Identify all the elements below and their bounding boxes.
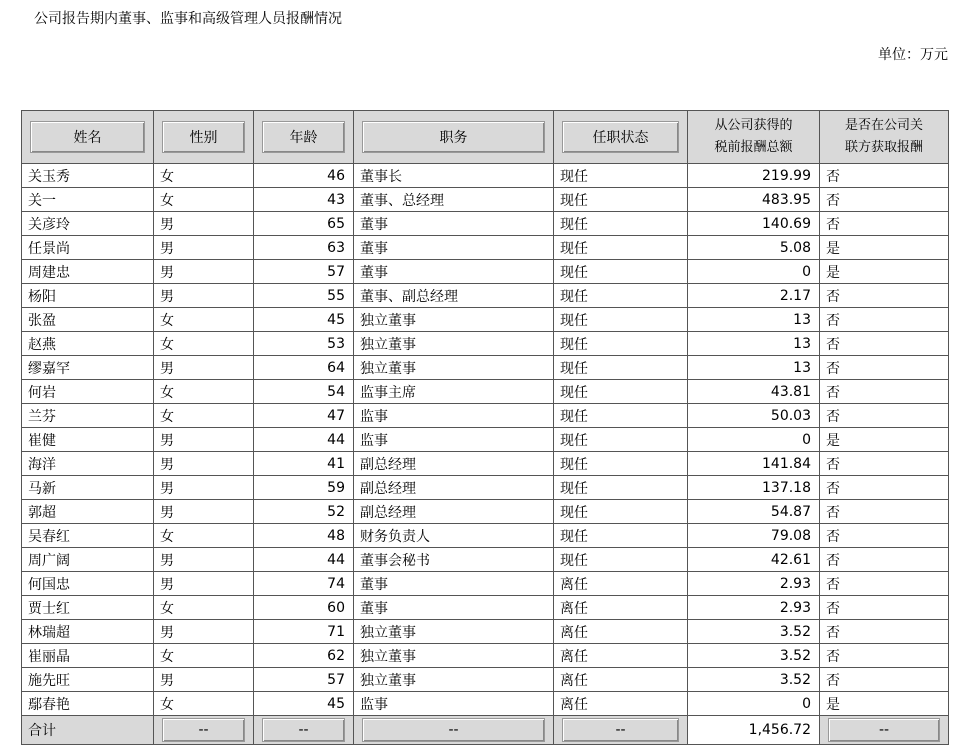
pay-cell: 2.17 bbox=[688, 284, 820, 308]
table-row bbox=[22, 524, 949, 548]
pay-cell: 3.52 bbox=[688, 668, 820, 692]
related-cell: 否 bbox=[820, 500, 949, 524]
position-cell: 董事、副总经理 bbox=[354, 284, 554, 308]
header-age: 年龄 bbox=[254, 111, 354, 164]
related-cell: 否 bbox=[820, 212, 949, 236]
related-cell: 否 bbox=[820, 308, 949, 332]
gender-cell: 男 bbox=[154, 548, 254, 572]
name-cell: 吴春红 bbox=[22, 524, 154, 548]
position-cell: 董事 bbox=[354, 572, 554, 596]
position-cell: 监事 bbox=[354, 428, 554, 452]
unit-label: 单位：万元 bbox=[878, 47, 948, 63]
table-row bbox=[22, 692, 949, 716]
gender-cell: 女 bbox=[154, 524, 254, 548]
gender-cell: 男 bbox=[154, 356, 254, 380]
related-cell: 是 bbox=[820, 428, 949, 452]
related-cell: 否 bbox=[820, 452, 949, 476]
status-cell: 现任 bbox=[554, 332, 688, 356]
position-cell: 董事 bbox=[354, 260, 554, 284]
total-gender-dash: -- bbox=[154, 716, 254, 745]
status-cell: 离任 bbox=[554, 572, 688, 596]
pay-cell: 0 bbox=[688, 260, 820, 284]
age-cell: 45 bbox=[254, 692, 354, 716]
pay-cell: 219.99 bbox=[688, 164, 820, 188]
related-cell: 否 bbox=[820, 332, 949, 356]
gender-cell: 男 bbox=[154, 260, 254, 284]
status-cell: 现任 bbox=[554, 428, 688, 452]
age-cell: 57 bbox=[254, 668, 354, 692]
header-status: 任职状态 bbox=[554, 111, 688, 164]
position-cell: 副总经理 bbox=[354, 500, 554, 524]
gender-cell: 女 bbox=[154, 164, 254, 188]
position-cell: 独立董事 bbox=[354, 308, 554, 332]
name-cell: 马新 bbox=[22, 476, 154, 500]
gender-cell: 女 bbox=[154, 692, 254, 716]
gender-cell: 女 bbox=[154, 644, 254, 668]
gender-cell: 女 bbox=[154, 404, 254, 428]
gender-cell: 女 bbox=[154, 380, 254, 404]
related-cell: 否 bbox=[820, 620, 949, 644]
age-cell: 57 bbox=[254, 260, 354, 284]
age-cell: 62 bbox=[254, 644, 354, 668]
status-cell: 现任 bbox=[554, 236, 688, 260]
position-cell: 财务负责人 bbox=[354, 524, 554, 548]
status-cell: 现任 bbox=[554, 404, 688, 428]
table-row bbox=[22, 212, 949, 236]
age-cell: 41 bbox=[254, 452, 354, 476]
related-cell: 否 bbox=[820, 284, 949, 308]
status-cell: 现任 bbox=[554, 260, 688, 284]
position-cell: 董事、总经理 bbox=[354, 188, 554, 212]
name-cell: 崔健 bbox=[22, 428, 154, 452]
name-cell: 任景尚 bbox=[22, 236, 154, 260]
related-cell: 否 bbox=[820, 356, 949, 380]
pay-cell: 3.52 bbox=[688, 644, 820, 668]
name-cell: 崔丽晶 bbox=[22, 644, 154, 668]
name-cell: 郭超 bbox=[22, 500, 154, 524]
position-cell: 董事 bbox=[354, 596, 554, 620]
related-cell: 是 bbox=[820, 260, 949, 284]
gender-cell: 男 bbox=[154, 620, 254, 644]
pay-cell: 5.08 bbox=[688, 236, 820, 260]
related-cell: 是 bbox=[820, 236, 949, 260]
header-pretax-pay: 从公司获得的 税前报酬总额 bbox=[688, 111, 820, 164]
table-row bbox=[22, 236, 949, 260]
position-cell: 监事主席 bbox=[354, 380, 554, 404]
total-status-dash: -- bbox=[554, 716, 688, 745]
header-gender: 性别 bbox=[154, 111, 254, 164]
name-cell: 缪嘉罕 bbox=[22, 356, 154, 380]
gender-cell: 女 bbox=[154, 332, 254, 356]
pay-cell: 3.52 bbox=[688, 620, 820, 644]
header-name: 姓名 bbox=[22, 111, 154, 164]
pay-cell: 13 bbox=[688, 332, 820, 356]
pay-cell: 141.84 bbox=[688, 452, 820, 476]
gender-cell: 女 bbox=[154, 308, 254, 332]
age-cell: 71 bbox=[254, 620, 354, 644]
pay-cell: 483.95 bbox=[688, 188, 820, 212]
related-cell: 否 bbox=[820, 188, 949, 212]
pay-cell: 42.61 bbox=[688, 548, 820, 572]
table-row bbox=[22, 332, 949, 356]
age-cell: 52 bbox=[254, 500, 354, 524]
position-cell: 副总经理 bbox=[354, 476, 554, 500]
age-cell: 44 bbox=[254, 428, 354, 452]
table-row bbox=[22, 500, 949, 524]
table-row bbox=[22, 620, 949, 644]
name-cell: 关玉秀 bbox=[22, 164, 154, 188]
header-position: 职务 bbox=[354, 111, 554, 164]
page-title: 公司报告期内董事、监事和高级管理人员报酬情况 bbox=[34, 11, 342, 27]
position-cell: 董事长 bbox=[354, 164, 554, 188]
table-row bbox=[22, 572, 949, 596]
table-row bbox=[22, 284, 949, 308]
pay-cell: 79.08 bbox=[688, 524, 820, 548]
table-row bbox=[22, 596, 949, 620]
position-cell: 独立董事 bbox=[354, 332, 554, 356]
pay-cell: 13 bbox=[688, 308, 820, 332]
table-row bbox=[22, 380, 949, 404]
name-cell: 周建忠 bbox=[22, 260, 154, 284]
related-cell: 否 bbox=[820, 476, 949, 500]
related-cell: 否 bbox=[820, 668, 949, 692]
pay-cell: 2.93 bbox=[688, 596, 820, 620]
status-cell: 现任 bbox=[554, 380, 688, 404]
related-cell: 否 bbox=[820, 380, 949, 404]
total-related-dash: -- bbox=[820, 716, 949, 745]
table-row bbox=[22, 260, 949, 284]
status-cell: 现任 bbox=[554, 476, 688, 500]
gender-cell: 男 bbox=[154, 212, 254, 236]
age-cell: 44 bbox=[254, 548, 354, 572]
name-cell: 关彦玲 bbox=[22, 212, 154, 236]
position-cell: 独立董事 bbox=[354, 644, 554, 668]
age-cell: 65 bbox=[254, 212, 354, 236]
age-cell: 64 bbox=[254, 356, 354, 380]
related-cell: 否 bbox=[820, 548, 949, 572]
status-cell: 现任 bbox=[554, 500, 688, 524]
age-cell: 74 bbox=[254, 572, 354, 596]
pay-cell: 43.81 bbox=[688, 380, 820, 404]
table-row bbox=[22, 404, 949, 428]
gender-cell: 女 bbox=[154, 596, 254, 620]
table-row bbox=[22, 428, 949, 452]
name-cell: 赵燕 bbox=[22, 332, 154, 356]
total-amount: 1,456.72 bbox=[688, 716, 820, 745]
age-cell: 60 bbox=[254, 596, 354, 620]
position-cell: 董事会秘书 bbox=[354, 548, 554, 572]
gender-cell: 男 bbox=[154, 452, 254, 476]
gender-cell: 男 bbox=[154, 284, 254, 308]
table-row bbox=[22, 476, 949, 500]
pay-cell: 54.87 bbox=[688, 500, 820, 524]
table-row bbox=[22, 164, 949, 188]
related-cell: 否 bbox=[820, 572, 949, 596]
position-cell: 独立董事 bbox=[354, 356, 554, 380]
table-row bbox=[22, 548, 949, 572]
gender-cell: 女 bbox=[154, 188, 254, 212]
total-row bbox=[22, 716, 949, 745]
position-cell: 董事 bbox=[354, 212, 554, 236]
name-cell: 贾士红 bbox=[22, 596, 154, 620]
age-cell: 46 bbox=[254, 164, 354, 188]
name-cell: 鄢春艳 bbox=[22, 692, 154, 716]
pay-cell: 50.03 bbox=[688, 404, 820, 428]
pay-cell: 0 bbox=[688, 428, 820, 452]
header-related-party-pay: 是否在公司关 联方获取报酬 bbox=[820, 111, 949, 164]
status-cell: 离任 bbox=[554, 596, 688, 620]
status-cell: 现任 bbox=[554, 188, 688, 212]
gender-cell: 男 bbox=[154, 236, 254, 260]
name-cell: 周广阔 bbox=[22, 548, 154, 572]
status-cell: 离任 bbox=[554, 668, 688, 692]
table-row bbox=[22, 644, 949, 668]
status-cell: 离任 bbox=[554, 620, 688, 644]
pay-cell: 0 bbox=[688, 692, 820, 716]
age-cell: 53 bbox=[254, 332, 354, 356]
gender-cell: 男 bbox=[154, 476, 254, 500]
name-cell: 杨阳 bbox=[22, 284, 154, 308]
status-cell: 离任 bbox=[554, 644, 688, 668]
header-row bbox=[22, 111, 949, 164]
status-cell: 现任 bbox=[554, 524, 688, 548]
status-cell: 现任 bbox=[554, 284, 688, 308]
position-cell: 监事 bbox=[354, 692, 554, 716]
related-cell: 否 bbox=[820, 164, 949, 188]
status-cell: 现任 bbox=[554, 548, 688, 572]
related-cell: 否 bbox=[820, 596, 949, 620]
total-position-dash: -- bbox=[354, 716, 554, 745]
age-cell: 48 bbox=[254, 524, 354, 548]
age-cell: 54 bbox=[254, 380, 354, 404]
position-cell: 独立董事 bbox=[354, 620, 554, 644]
status-cell: 现任 bbox=[554, 356, 688, 380]
gender-cell: 男 bbox=[154, 428, 254, 452]
age-cell: 63 bbox=[254, 236, 354, 260]
name-cell: 施先旺 bbox=[22, 668, 154, 692]
related-cell: 是 bbox=[820, 692, 949, 716]
table-row bbox=[22, 452, 949, 476]
name-cell: 兰芬 bbox=[22, 404, 154, 428]
position-cell: 监事 bbox=[354, 404, 554, 428]
pay-cell: 137.18 bbox=[688, 476, 820, 500]
table-row bbox=[22, 308, 949, 332]
name-cell: 关一 bbox=[22, 188, 154, 212]
gender-cell: 男 bbox=[154, 668, 254, 692]
status-cell: 现任 bbox=[554, 308, 688, 332]
name-cell: 张盈 bbox=[22, 308, 154, 332]
table-row bbox=[22, 188, 949, 212]
total-age-dash: -- bbox=[254, 716, 354, 745]
table-row bbox=[22, 668, 949, 692]
name-cell: 何岩 bbox=[22, 380, 154, 404]
related-cell: 否 bbox=[820, 524, 949, 548]
position-cell: 独立董事 bbox=[354, 668, 554, 692]
position-cell: 董事 bbox=[354, 236, 554, 260]
pay-cell: 2.93 bbox=[688, 572, 820, 596]
name-cell: 何国忠 bbox=[22, 572, 154, 596]
table-row bbox=[22, 356, 949, 380]
status-cell: 现任 bbox=[554, 452, 688, 476]
age-cell: 43 bbox=[254, 188, 354, 212]
age-cell: 59 bbox=[254, 476, 354, 500]
position-cell: 副总经理 bbox=[354, 452, 554, 476]
pay-cell: 13 bbox=[688, 356, 820, 380]
age-cell: 55 bbox=[254, 284, 354, 308]
status-cell: 现任 bbox=[554, 212, 688, 236]
gender-cell: 男 bbox=[154, 500, 254, 524]
total-label: 合计 bbox=[22, 716, 154, 745]
gender-cell: 男 bbox=[154, 572, 254, 596]
pay-cell: 140.69 bbox=[688, 212, 820, 236]
name-cell: 林瑞超 bbox=[22, 620, 154, 644]
age-cell: 45 bbox=[254, 308, 354, 332]
name-cell: 海洋 bbox=[22, 452, 154, 476]
related-cell: 否 bbox=[820, 644, 949, 668]
status-cell: 离任 bbox=[554, 692, 688, 716]
related-cell: 否 bbox=[820, 404, 949, 428]
compensation-table bbox=[21, 110, 949, 745]
status-cell: 现任 bbox=[554, 164, 688, 188]
age-cell: 47 bbox=[254, 404, 354, 428]
